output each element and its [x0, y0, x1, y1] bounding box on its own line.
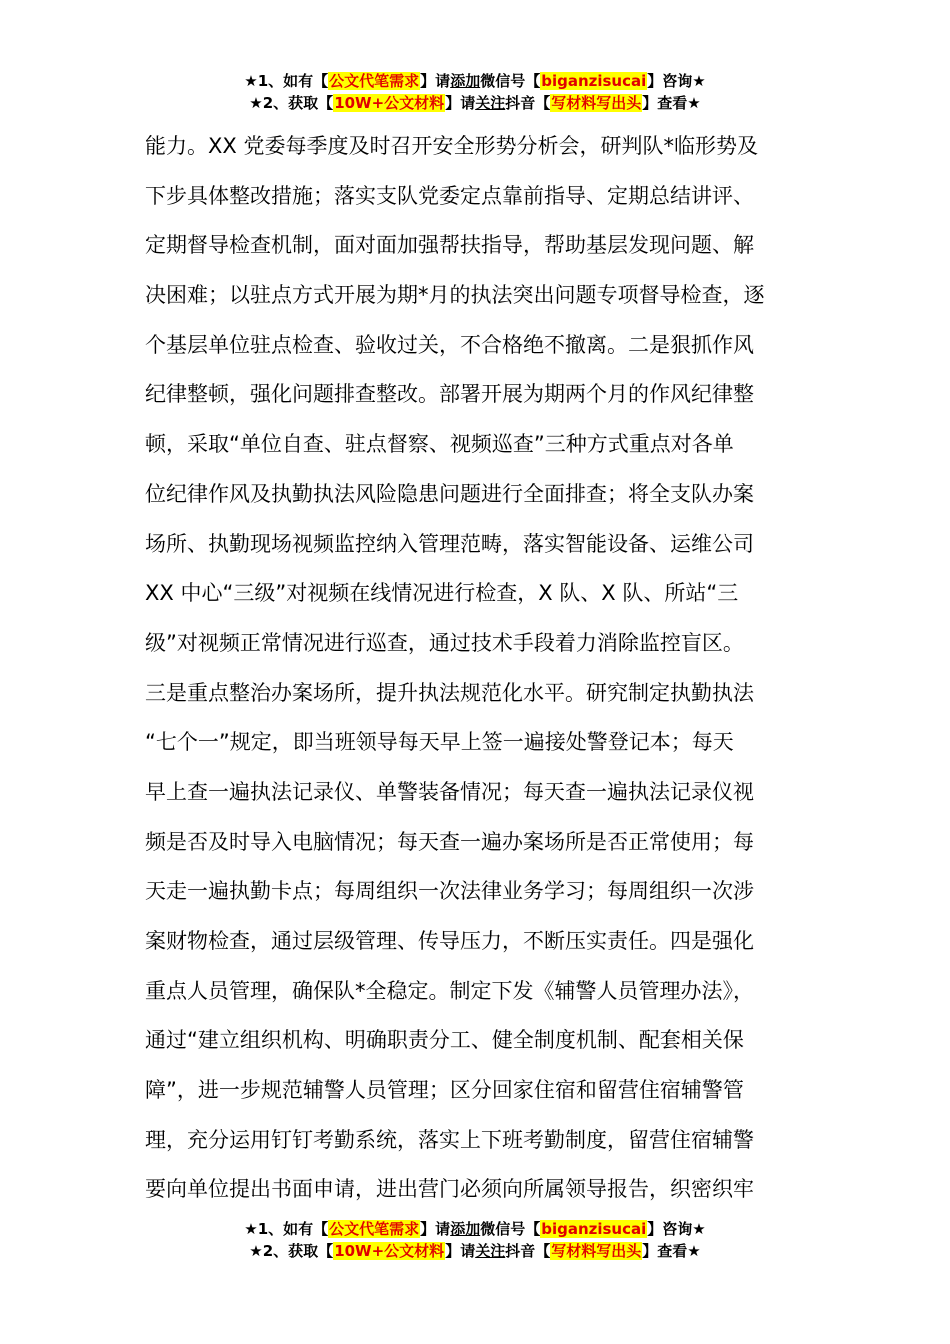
body-line: 决困难；以驻点方式开展为期*月的执法突出问题专项督导检查，逐 [145, 283, 765, 308]
body-line: 重点人员管理，确保队*全稳定。制定下发《辅警人员管理办法》， [145, 978, 754, 1003]
body-line: 定期督导检查机制，面对面加强帮扶指导，帮助基层发现问题、解 [145, 233, 754, 258]
body-line: 天走一遍执勤卡点；每周组织一次法律业务学习；每周组织一次涉 [145, 879, 754, 904]
body-line: 顿，采取“单位自查、驻点督察、视频巡查”三种方式重点对各单 [145, 432, 734, 457]
highlight-douyin-account: 写材料写出头 [551, 1242, 642, 1260]
body-line: 下步具体整改措施；落实支队党委定点靠前指导、定期总结讲评、 [145, 183, 754, 208]
highlight-materials: 10W+公文材料 [334, 94, 445, 112]
body-line: 频是否及时导入电脑情况；每天查一遍办案场所是否正常使用；每 [145, 829, 754, 854]
highlight-writing-service: 公文代笔需求 [329, 1220, 420, 1238]
body-line: 能力。XX 党委每季度及时召开安全形势分析会，研判队*临形势及 [145, 134, 758, 158]
body-line: “七个一”规定，即当班领导每天早上签一遍接处警登记本；每天 [145, 730, 734, 755]
header-banner-line-1: ★1、如有【公文代笔需求】请添加微信号【biganzisucai】咨询★ [244, 72, 706, 90]
header-banner [0, 70, 950, 114]
highlight-materials: 10W+公文材料 [334, 1242, 445, 1260]
body-line: 级”对视频正常情况进行巡查，通过技术手段着力消除监控盲区。 [145, 630, 744, 655]
highlight-wechat-id: biganzisucai [541, 1220, 647, 1238]
body-line: XX 中心“三级”对视频在线情况进行检查，X 队、X 队、所站“三 [145, 581, 739, 606]
body-line: 位纪律作风及执勤执法风险隐患问题进行全面排查；将全支队办案 [145, 481, 754, 506]
body-line: 纪律整顿，强化问题排查整改。部署开展为期两个月的作风纪律整 [145, 382, 754, 407]
header-banner-line-2: ★2、获取【10W+公文材料】请关注抖音【写材料写出头】查看★ [249, 94, 701, 112]
body-line: 三是重点整治办案场所，提升执法规范化水平。研究制定执勤执法 [145, 680, 754, 705]
document-body [145, 122, 810, 1215]
footer-banner-line-1: ★1、如有【公文代笔需求】请添加微信号【biganzisucai】咨询★ [244, 1220, 706, 1238]
body-line: 个基层单位驻点检查、验收过关，不合格绝不撤离。二是狠抓作风 [145, 332, 754, 357]
footer-banner [0, 1218, 950, 1262]
body-line: 案财物检查，通过层级管理、传导压力，不断压实责任。四是强化 [145, 929, 754, 953]
body-line: 场所、执勤现场视频监控纳入管理范畴，落实智能设备、运维公司 [145, 531, 754, 556]
highlight-douyin-account: 写材料写出头 [551, 94, 642, 112]
body-line: 早上查一遍执法记录仪、单警装备情况；每天查一遍执法记录仪视 [145, 779, 754, 804]
highlight-wechat-id: biganzisucai [541, 72, 647, 90]
highlight-writing-service: 公文代笔需求 [329, 72, 420, 90]
body-line: 要向单位提出书面申请，进出营门必须向所属领导报告，织密织牢 [145, 1177, 754, 1202]
body-line: 障”，进一步规范辅警人员管理；区分回家住宿和留营住宿辅警管 [145, 1078, 744, 1103]
footer-banner-line-2: ★2、获取【10W+公文材料】请关注抖音【写材料写出头】查看★ [249, 1242, 701, 1260]
body-line: 理，充分运用钉钉考勤系统，落实上下班考勤制度，留营住宿辅警 [145, 1127, 754, 1152]
body-line: 通过“建立组织机构、明确职责分工、健全制度机制、配套相关保 [145, 1028, 744, 1053]
